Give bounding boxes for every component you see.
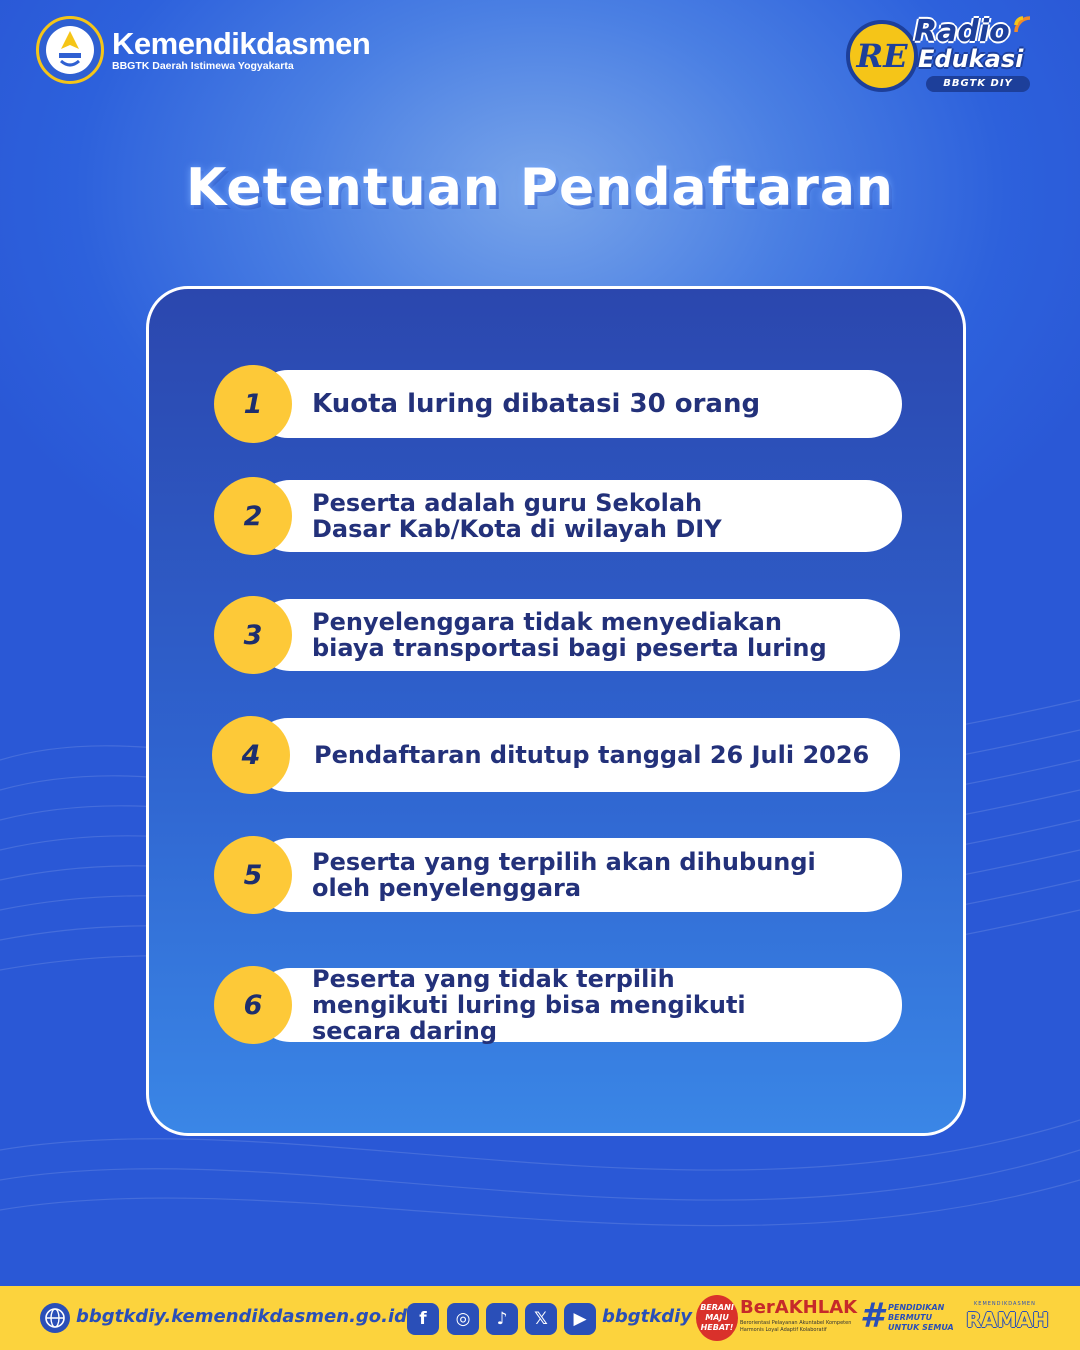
rule-number: 2 bbox=[214, 477, 292, 555]
brand-subtitle: BBGTK Daerah Istimewa Yogyakarta bbox=[112, 60, 294, 72]
page-title: Ketentuan Pendaftaran bbox=[186, 158, 894, 218]
website-link[interactable]: bbgtkdiy.kemendikdasmen.go.id bbox=[76, 1306, 408, 1327]
rule-text: Peserta yang tidak terpilih mengikuti luring bisa mengikuti secara daring bbox=[312, 965, 746, 1045]
ramah-logo: RAMAH bbox=[966, 1308, 1049, 1332]
rule-item-1 bbox=[214, 370, 902, 438]
rule-text: Penyelenggara tidak menyediakan biaya transportasi bagi peserta luring bbox=[312, 608, 827, 662]
rule-number: 4 bbox=[212, 716, 290, 794]
rule-item-3 bbox=[214, 599, 900, 671]
radio-word: Radio bbox=[914, 14, 1010, 49]
facebook-icon[interactable]: f bbox=[407, 1303, 439, 1335]
radio-edukasi-logo bbox=[842, 8, 1038, 104]
berani-badge: BERANI MAJU HEBAT! bbox=[696, 1295, 738, 1341]
globe-icon bbox=[40, 1303, 70, 1333]
edukasi-word: Edukasi bbox=[918, 45, 1024, 73]
broadcast-signal-icon bbox=[1012, 8, 1038, 36]
pendidikan-bermutu-tagline: PENDIDIKAN BERMUTU UNTUK SEMUA bbox=[888, 1303, 954, 1332]
berakhlak-logo: BerAKHLAK bbox=[740, 1297, 858, 1318]
rule-text: Pendaftaran ditutup tanggal 26 Juli 2026 bbox=[314, 741, 870, 769]
ramah-caption: KEMENDIKDASMEN bbox=[974, 1301, 1036, 1307]
rule-number: 5 bbox=[214, 836, 292, 914]
hashtag-icon: # bbox=[860, 1296, 884, 1336]
rule-item-6 bbox=[214, 965, 902, 1045]
rule-item-4 bbox=[212, 718, 900, 792]
rule-text: Peserta adalah guru Sekolah Dasar Kab/Kota di wilayah DIY bbox=[312, 489, 722, 543]
rule-text: Kuota luring dibatasi 30 orang bbox=[312, 389, 761, 419]
instagram-icon[interactable]: ◎ bbox=[447, 1303, 479, 1335]
tiktok-icon[interactable]: ♪ bbox=[486, 1303, 518, 1335]
social-handle[interactable]: bbgtkdiy bbox=[602, 1306, 693, 1327]
rule-item-2 bbox=[214, 480, 902, 552]
tut-wuri-handayani-emblem-icon bbox=[36, 16, 104, 84]
brand-name: Kemendikdasmen bbox=[112, 26, 371, 61]
footer-bar bbox=[0, 1286, 1080, 1350]
rule-number: 6 bbox=[214, 966, 292, 1044]
rule-number: 3 bbox=[214, 596, 292, 674]
rule-number: 1 bbox=[214, 365, 292, 443]
brand-block bbox=[36, 16, 370, 84]
youtube-icon[interactable]: ▶ bbox=[564, 1303, 596, 1335]
rule-item-5 bbox=[214, 838, 902, 912]
berakhlak-subtitle: Berorientasi Pelayanan Akuntabel Kompeten Harmonis Loyal Adaptif Kolaboratif bbox=[740, 1320, 852, 1333]
bbgtk-diy-badge: BBGTK DIY bbox=[926, 76, 1030, 92]
x-icon[interactable]: 𝕏 bbox=[525, 1303, 557, 1335]
rule-text: Peserta yang terpilih akan dihubungi oleh penyelenggara bbox=[312, 848, 816, 902]
re-monogram: RE bbox=[846, 20, 918, 92]
